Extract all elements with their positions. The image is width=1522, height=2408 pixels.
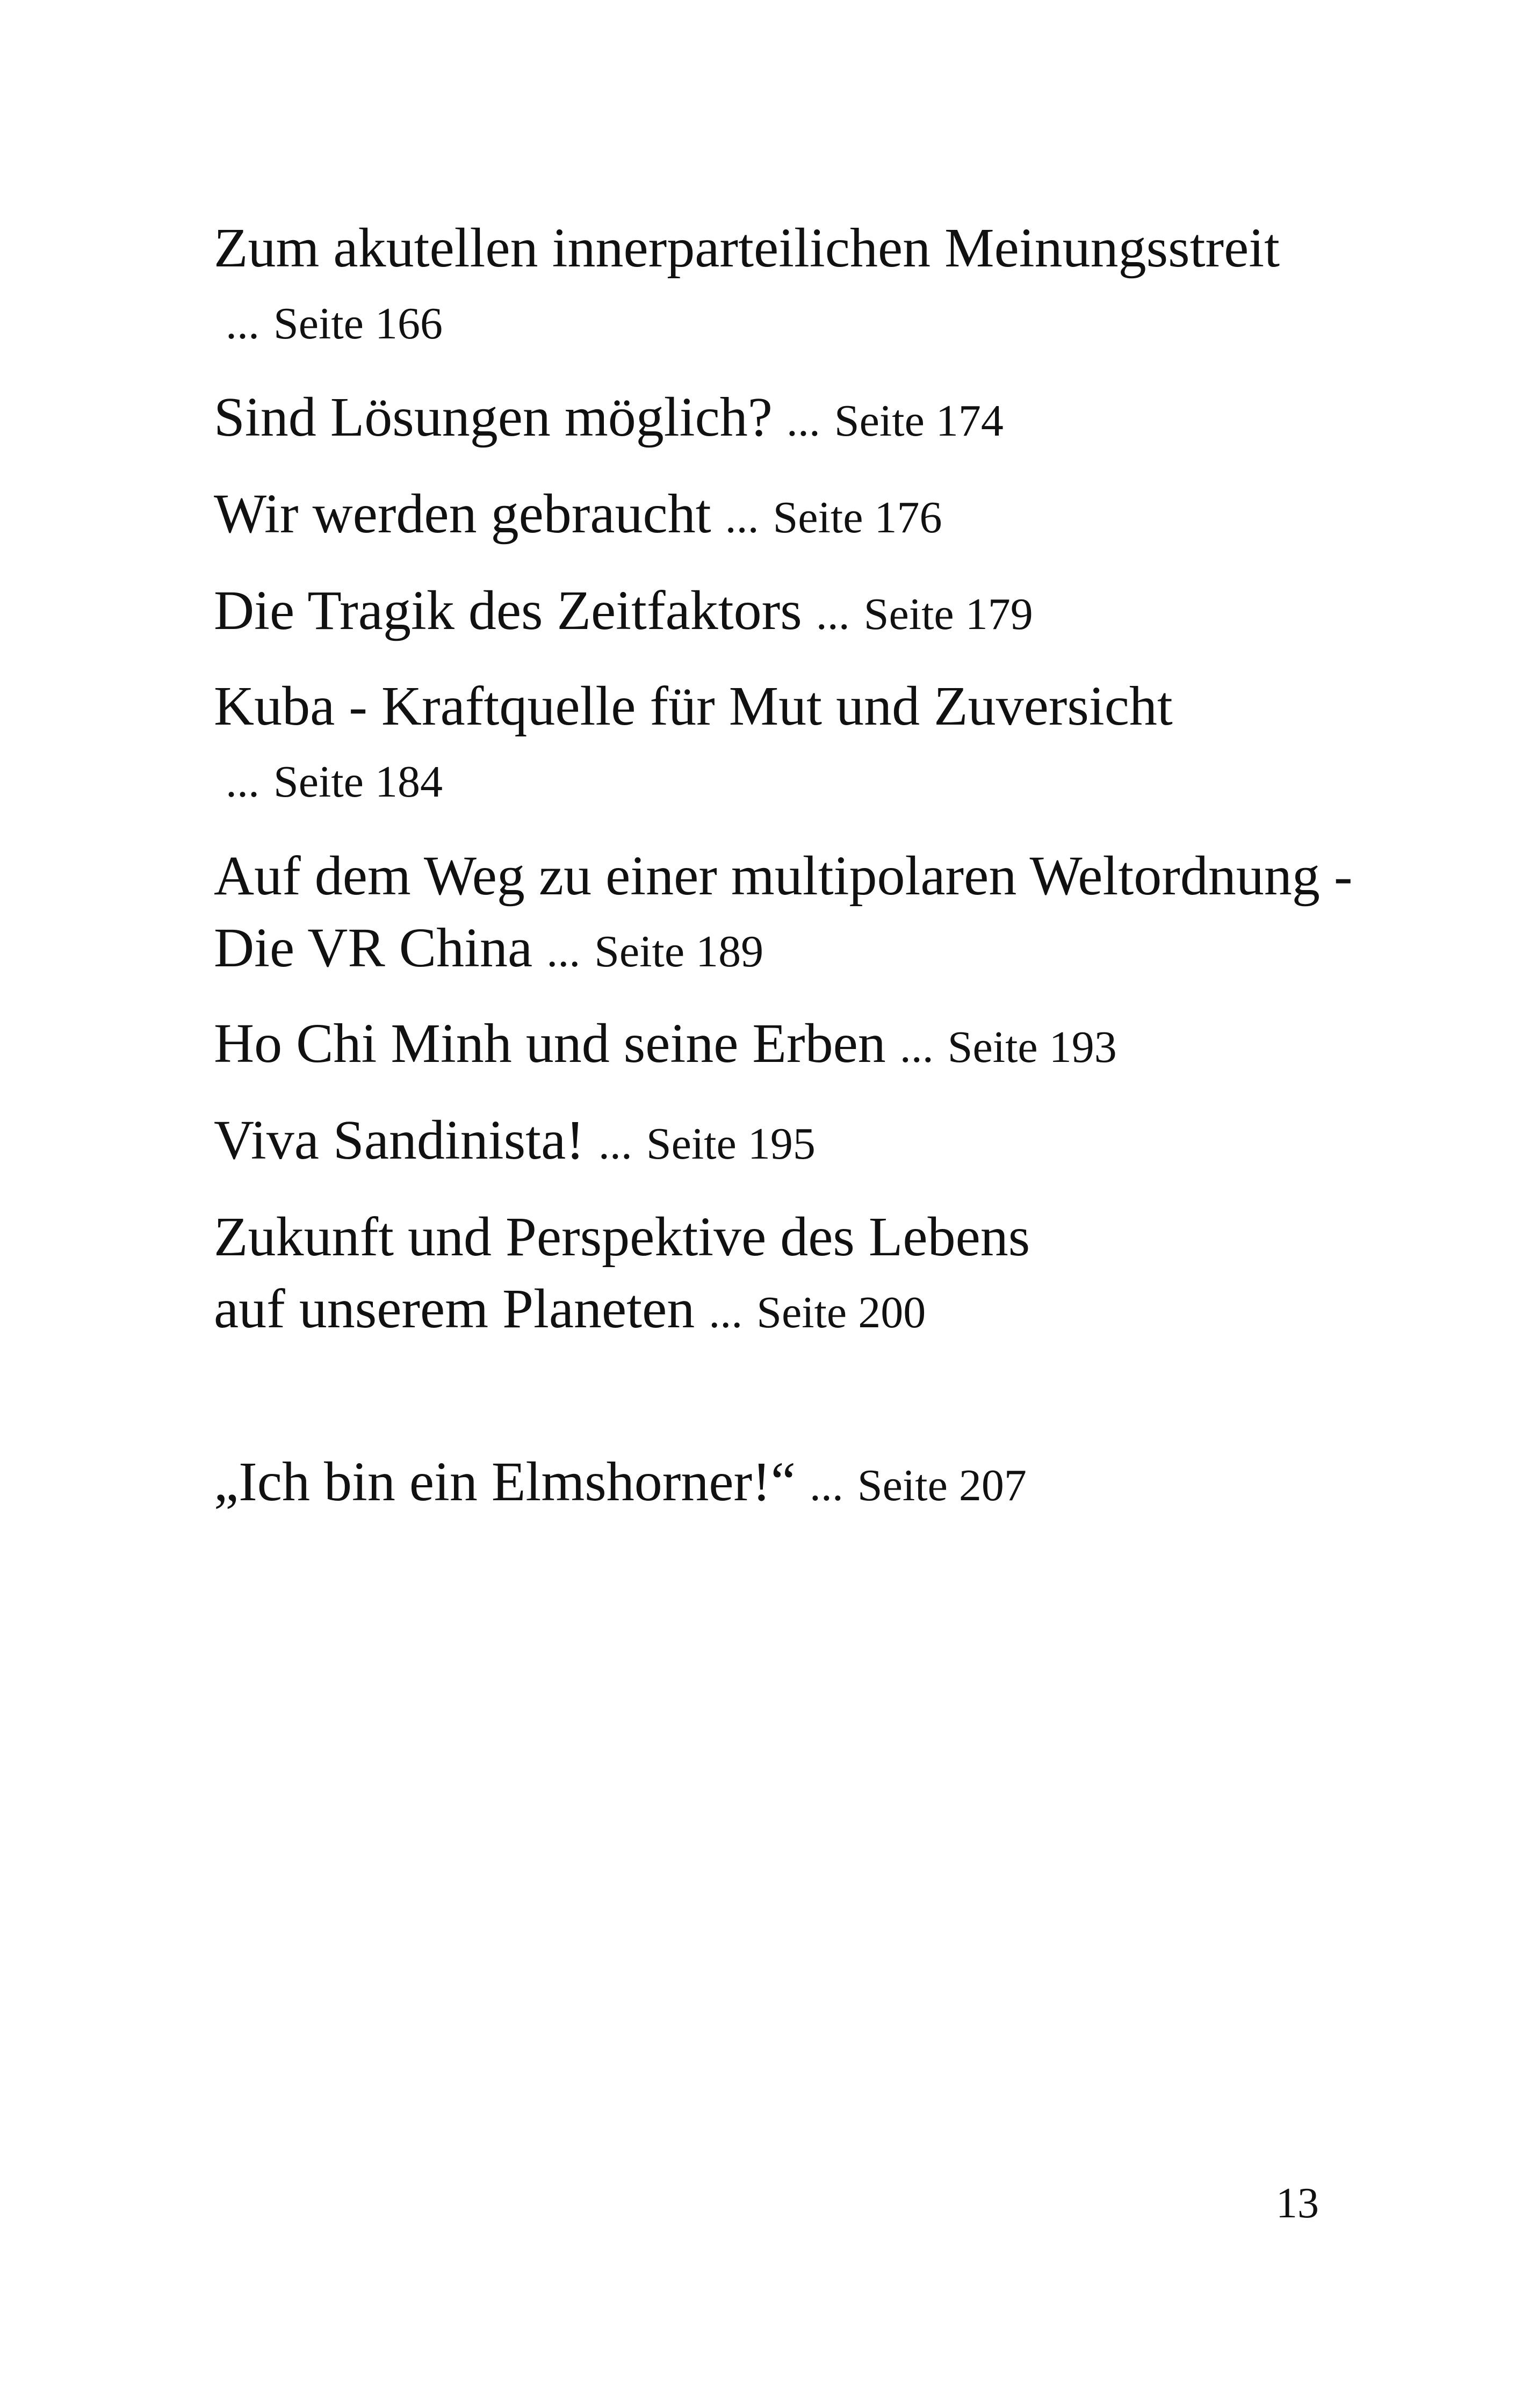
toc-entry-dots: ...: [226, 757, 259, 807]
toc-entry-page: Seite 179: [863, 589, 1033, 639]
toc-entry: [214, 575, 1353, 650]
toc-entry-title: Wir werden gebraucht: [214, 483, 711, 545]
toc-entry-title: Zum akutellen innerparteilichen Meinungsstreit: [214, 217, 1280, 279]
toc-entry-dots: ...: [598, 1119, 632, 1169]
toc-entry-page: Seite 195: [646, 1119, 816, 1169]
toc-entry-title-cont: Die VR China ... Seite 189: [214, 917, 764, 979]
toc-entry-page: Seite 176: [773, 493, 942, 543]
toc-entry: [214, 212, 1353, 360]
toc-entry-dots: ...: [226, 299, 259, 349]
toc-entry-page: Seite 193: [947, 1022, 1117, 1072]
toc-entry: [214, 381, 1353, 457]
toc-entry-page: Seite 189: [594, 927, 764, 977]
toc-entry: [214, 840, 1353, 988]
toc-entry-page: Seite 166: [273, 299, 443, 349]
toc-entry-title: Sind Lösungen möglich?: [214, 386, 773, 448]
toc-entry-title: Kuba - Kraftquelle für Mut und Zuversicht: [214, 675, 1173, 737]
toc-entry-page: Seite 174: [834, 396, 1004, 446]
toc-entry-title: Zukunft und Perspektive des Lebens: [214, 1206, 1030, 1268]
toc-entry-page: Seite 200: [756, 1288, 926, 1337]
toc-entry-page: Seite 207: [857, 1460, 1027, 1510]
toc-entry-page: Seite 184: [273, 757, 443, 807]
toc-entry: [214, 1201, 1353, 1349]
toc-entry: [214, 1104, 1353, 1180]
toc-entry: [214, 1446, 1353, 1522]
toc-entry-dots: ...: [809, 1460, 843, 1510]
toc-entry-ref: [214, 284, 1353, 360]
toc-entry-ref: [214, 742, 1353, 818]
toc-entry-title: Die Tragik des Zeitfaktors: [214, 580, 802, 641]
toc-entry-dots: ...: [786, 396, 820, 446]
page-number: 13: [1276, 2180, 1319, 2227]
toc-entry: [214, 670, 1353, 818]
toc-entry-dots: ...: [725, 493, 759, 543]
toc-entry-title: Auf dem Weg zu einer multipolaren Weltordnung -: [214, 845, 1353, 907]
toc-entry-title: Ho Chi Minh und seine Erben: [214, 1013, 886, 1074]
toc-entry-dots: ...: [816, 589, 850, 639]
toc-entry-title-cont: auf unserem Planeten ... Seite 200: [214, 1278, 926, 1340]
toc-entry-dots: ...: [709, 1288, 743, 1337]
toc-entry-title: „Ich bin ein Elmshorner!“: [214, 1451, 796, 1513]
toc-entry-dots: ...: [546, 927, 581, 977]
toc-entry: [214, 1008, 1353, 1083]
toc-entry-title: Viva Sandinista!: [214, 1109, 585, 1171]
toc-entry: [214, 478, 1353, 554]
toc-entry-dots: ...: [899, 1022, 934, 1072]
